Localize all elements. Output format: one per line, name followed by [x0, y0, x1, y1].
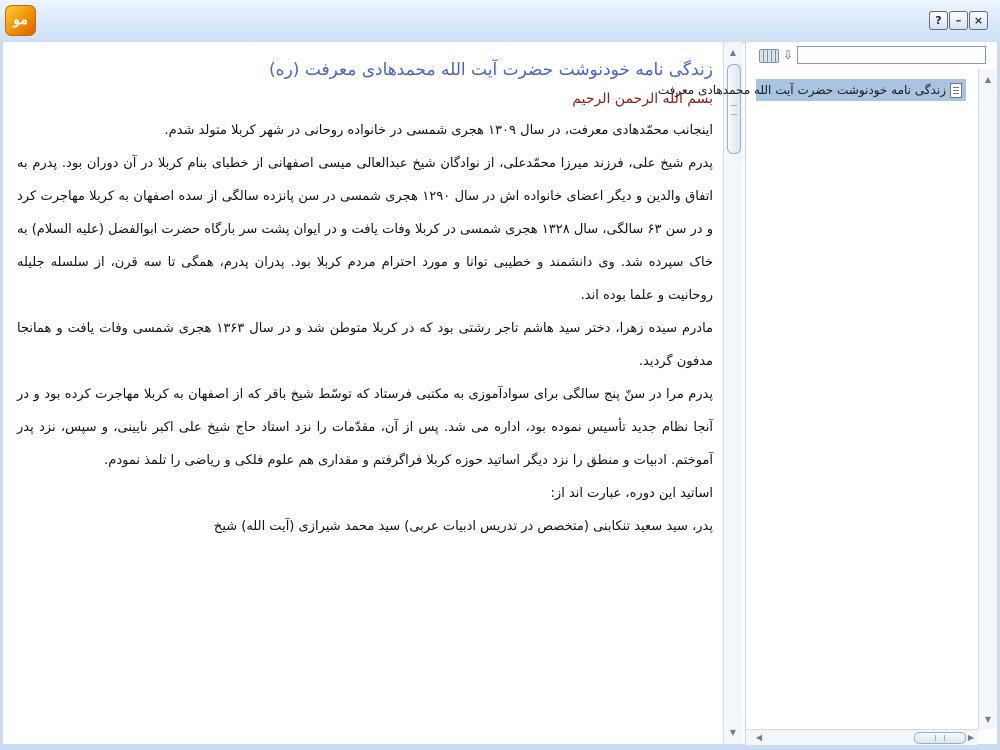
document-vertical-scrollbar[interactable] [723, 42, 743, 744]
document-view [3, 42, 723, 744]
paragraph-father: پدرم شیخ علی، فرزند میرزا محمّدعلی، از نوادگان شیخ عبدالعالی میسی اصفهانی از خطبای بنام کربلا در آن دوران بود. پدرم به اتفاق والدین و دیگر اعضای خانواده اش در سال ۱۲۹۰ هجری شمسی در سن پانزده سالگی از سده اصفهان به کربلا مهاجرت کرد و در سن ۶۳ سالگی، سال ۱۳۲۸ هجری شمسی در کربلا وفات یافت و در ایوان پشت سر بارگاه حضرت ابوالفضل (علیه السلام) به خاک سپرده شد. وی دانشمند و خطیبی توانا و مورد احترام مردم کربلا بود. پدران پدرم، همگی تا سه قرن، از سلسله جلیله روحانیت و علما بوده اند. [17, 156, 713, 303]
scrollbar-grip [731, 105, 737, 115]
paragraph-teachers: پدر، سید سعید تنکابنی (متخصص در تدریس ادبیات عربی) سید محمد شیرازی (آیت الله) شیخ [213, 519, 713, 534]
scroll-left-arrow-icon[interactable]: ◀ [755, 733, 763, 742]
help-button[interactable]: ? [929, 11, 948, 30]
close-button[interactable]: × [969, 11, 988, 30]
down-arrow-icon[interactable]: ⇩ [782, 48, 794, 62]
app-logo: مو [5, 5, 36, 36]
scroll-up-arrow-icon[interactable]: ▲ [984, 75, 992, 84]
tree-horizontal-scrollbar[interactable] [746, 729, 978, 745]
scroll-up-arrow-icon[interactable]: ▲ [729, 48, 737, 57]
paragraph-education: پدرم مرا در سنّ پنج سالگی برای سوادآموزی به مکتبی فرستاد که توسّط شیخ باقر که از اصفهان به کربلا مهاجرت کرده بود و در آنجا نظام جدید تأسیس نموده بود، اداره می شد. پس از آن، مقدّمات را نزد استاد حاج شیخ علی اکبر نایینی، و سپس، نزد پدر آموختم. ادبیات و منطق را نزد دیگر اساتید حوزه کربلا فراگرفتم و مقداری هم علوم فلکی و ریاضی را تلمذ نمودم. [17, 387, 713, 468]
document-text [17, 58, 713, 543]
keyboard-icon[interactable] [759, 49, 779, 63]
scroll-down-arrow-icon[interactable]: ▼ [729, 728, 737, 737]
tree-item-label: زندگی نامه خودنوشت حضرت آیت الله محمدهادی معرفت [657, 83, 946, 97]
bismillah-heading: بسم الله الرحمن الرحيم [572, 91, 713, 107]
horizontal-scrollbar-thumb[interactable] [914, 732, 966, 744]
title-bar [0, 0, 1000, 43]
paragraph-mother: مادرم سیده زهرا، دختر سید هاشم تاجر رشتی بود که در کربلا متوطن شد و در سال ۱۳۶۳ هجری شمسی وفات یافت و همانجا مدفون گردید. [17, 321, 714, 369]
minimize-button[interactable]: – [949, 11, 968, 30]
scrollbar-thumb[interactable] [727, 64, 741, 154]
document-title: زندگی نامه خودنوشت حضرت آیت الله محمدهادی معرفت (ره) [269, 60, 713, 80]
paragraph-birth: اینجانب محمّدهادی معرفت، در سال ۱۳۰۹ هجری شمسی در خانواده روحانی در شهر کربلا متولد شدم. [164, 123, 713, 138]
paragraph-teachers-heading: اساتید این دوره، عبارت اند از: [550, 486, 713, 501]
page-icon [950, 83, 962, 98]
scrollbar-grip [935, 735, 945, 741]
navigation-panel [657, 42, 997, 744]
scroll-right-arrow-icon[interactable]: ▶ [967, 733, 975, 742]
tree-item-document[interactable] [657, 79, 966, 101]
scroll-down-arrow-icon[interactable]: ▼ [984, 715, 992, 724]
tree-vertical-scrollbar[interactable] [978, 69, 997, 729]
search-input[interactable] [797, 46, 986, 64]
